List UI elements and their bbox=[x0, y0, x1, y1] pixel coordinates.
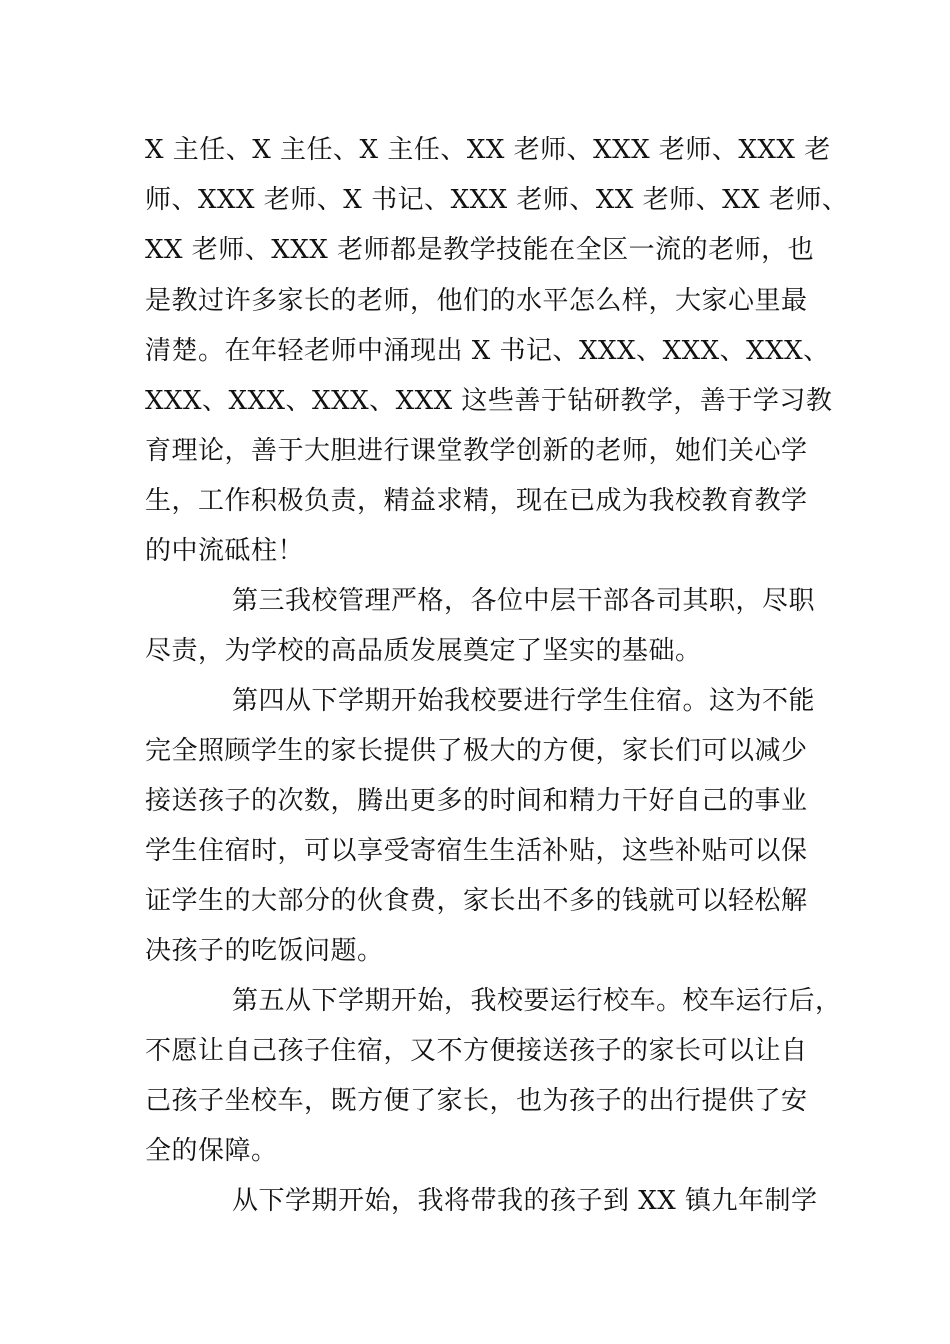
text-line: X 主任、X 主任、X 主任、XX 老师、XXX 老师、XXX 老 bbox=[145, 135, 831, 165]
text-line: 学生住宿时，可以享受寄宿生生活补贴，这些补贴可以保 bbox=[145, 836, 808, 866]
text-line: 决孩子的吃饭问题。 bbox=[145, 936, 384, 966]
paragraph-first-line: 从下学期开始，我将带我的孩子到 XX 镇九年制学 bbox=[232, 1186, 818, 1216]
paragraph-first-line: 第五从下学期开始，我校要运行校车。校车运行后， bbox=[232, 986, 842, 1016]
text-line: 己孩子坐校车，既方便了家长，也为孩子的出行提供了安 bbox=[145, 1086, 808, 1116]
text-line: 师、XXX 老师、X 书记、XXX 老师、XX 老师、XX 老师、 bbox=[145, 185, 849, 215]
text-line: 接送孩子的次数，腾出更多的时间和精力干好自己的事业 bbox=[145, 786, 808, 816]
text-line: 育理论，善于大胆进行课堂教学创新的老师，她们关心学 bbox=[145, 436, 808, 466]
text-line: 证学生的大部分的伙食费，家长出不多的钱就可以轻松解 bbox=[145, 886, 808, 916]
text-line: 清楚。在年轻老师中涌现出 X 书记、XXX、XXX、XXX、 bbox=[145, 336, 830, 366]
text-line: 生，工作积极负责，精益求精，现在已成为我校教育教学 bbox=[145, 486, 808, 516]
text-line: 不愿让自己孩子住宿，又不方便接送孩子的家长可以让自 bbox=[145, 1036, 808, 1066]
text-line: 完全照顾学生的家长提供了极大的方便，家长们可以减少 bbox=[145, 736, 808, 766]
text-line: XX 老师、XXX 老师都是教学技能在全区一流的老师，也 bbox=[145, 235, 815, 265]
text-line: XXX、XXX、XXX、XXX 这些善于钻研教学，善于学习教 bbox=[145, 386, 833, 416]
paragraph-first-line: 第三我校管理严格，各位中层干部各司其职，尽职 bbox=[232, 586, 816, 616]
text-line: 尽责，为学校的高品质发展奠定了坚实的基础。 bbox=[145, 636, 702, 666]
text-line: 是教过许多家长的老师，他们的水平怎么样，大家心里最 bbox=[145, 286, 808, 316]
paragraph-first-line: 第四从下学期开始我校要进行学生住宿。这为不能 bbox=[232, 686, 816, 716]
text-line: 全的保障。 bbox=[145, 1136, 278, 1166]
text-line: 的中流砥柱！ bbox=[145, 536, 305, 566]
